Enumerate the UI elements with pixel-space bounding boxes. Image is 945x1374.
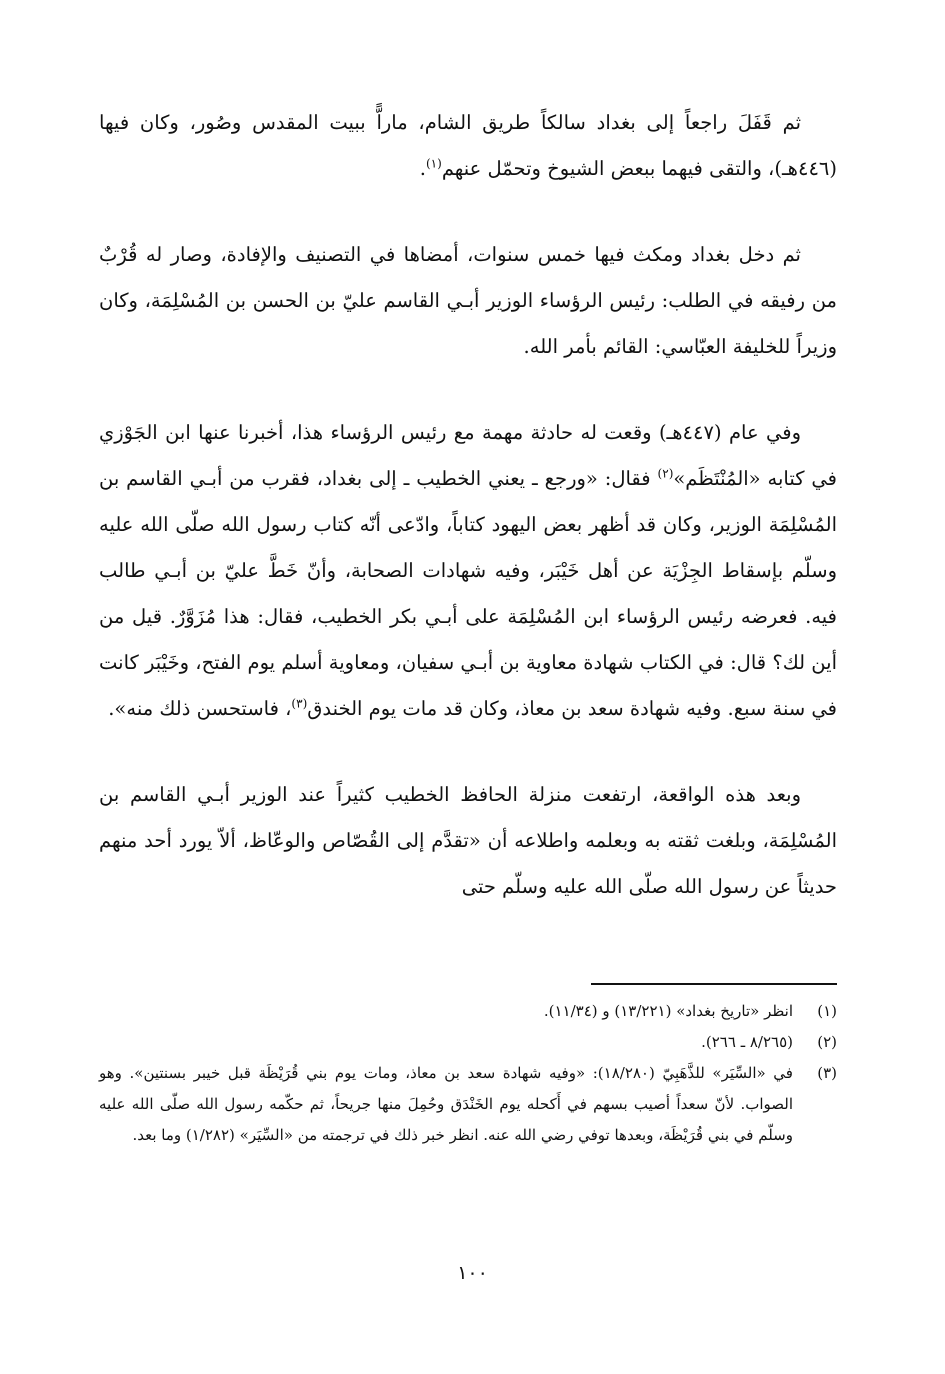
footnote-separator (591, 983, 837, 985)
footnotes (99, 996, 837, 1151)
footnote-2-number: (٢) (817, 1033, 837, 1051)
paragraph-4 (99, 772, 837, 910)
footnote-1 (99, 996, 837, 1027)
footnote-1-number: (١) (817, 1002, 837, 1020)
paragraph-4-text: وبعد هذه الواقعة، ارتفعت منزلة الحافظ الخطيب كثيراً عند الوزير أبـي القاسم بن المُسْلِمَة، وبلغت ثقته به وبعلمه واطلاعه أن «تقدَّم إلى القُصّاص والوعّاظ، ألاّ يورد أحد منهم حديثاً عن رسول الله صلّى الله عليه وسلّم حتى (99, 783, 837, 898)
footnote-2-text: (٨/٢٦٥ ـ ٢٦٦). (701, 1033, 793, 1051)
paragraph-2 (99, 232, 837, 370)
paragraph-3 (99, 410, 837, 732)
paragraph-3-text-c: ، فاستحسن ذلك منه». (108, 697, 292, 720)
footnote-3-number: (٣) (817, 1064, 837, 1082)
main-text (99, 100, 837, 950)
paragraph-1: ثم قَفَلَ راجعاً إلى بغداد سالكاً طريق الشام، ماراًّ ببيت المقدس وصُور، وكان فيها (٤٤٦هـ)، والتقى فيهما ببعض الشيوخ وتحمّل عنهم$^{(١)}$. (99, 111, 837, 180)
footnote-ref-3: (٣) (291, 696, 308, 711)
footnote-ref-2: (٢) (657, 466, 674, 481)
footnote-3-text: في «السِّيَر» للذَّهَبِيّ (١٨/٢٨٠): «وفيه شهادة سعد بن معاذ، ومات يوم بني قُرَيْظَة قبل خيبر بسنتين». وهو الصواب. لأنّ سعداً أصيب بسهم في أَكحله يوم الخَنْدَق وحُمِلَ منها جريحاً، ثم حكّمه رسول الله صلّى الله عليه وسلّم في بني قُرَيْظَة، وبعدها توفي رضي الله عنه. انظر خبر ذلك في ترجمته من «السِّيَر» (١/٢٨٢) وما بعد. (99, 1064, 793, 1144)
paragraph-3-text-a: وفي عام (٤٤٧هـ) وقعت له حادثة مهمة مع رئيس الرؤساء هذا، أخبرنا عنها ابن الجَوْزي في كتابه «المُنْتَظَم» (99, 421, 838, 490)
paragraph-2-text: ثم دخل بغداد ومكث فيها خمس سنوات، أمضاها في التصنيف والإفادة، وصار له قُرْبٌ من رفيقه في الطلب: رئيس الرؤساء الوزير أبـي القاسم عليّ بن الحسن بن المُسْلِمَة، وكان وزيراً للخليفة العبّاسي: القائم بأمر الله. (99, 243, 837, 358)
page-number: ١٠٠ (457, 1262, 488, 1284)
footnote-ref-1: (١) (425, 156, 442, 171)
footnote-1-text: انظر «تاريخ بغداد» (١٣/٢٢١) و (١١/٣٤). (543, 1002, 793, 1020)
paragraph-1-text: ثم قَفَلَ راجعاً إلى بغداد سالكاً طريق الشام، ماراًّ ببيت المقدس وصُور، وكان فيها (٤٤٦هـ)، والتقى فيهما ببعض الشيوخ وتحمّل عنهم (99, 111, 837, 180)
paragraph-3-text-b: فقال: «ورجع ـ يعني الخطيب ـ إلى بغداد، فقرب من أبـي القاسم بن المُسْلِمَة الوزير، وكان قد أظهر بعض اليهود كتاباً، وادّعى أنّه كتاب رسول الله صلّى الله عليه وسلّم بإسقاط الجِزْيَة عن أهل خَيْبَر، وفيه شهادات الصحابة، وأنّ خَطَّ عليّ بن أبـي طالب فيه. فعرضه رئيس الرؤساء ابن المُسْلِمَة على أبـي بكر الخطيب، فقال: هذا مُزَوَّرٌ. قيل من أين لك؟ قال: في الكتاب شهادة معاوية بن أبـي سفيان، ومعاوية أسلم يوم الفتح، وخَيْبَر كانت في سنة سبع. وفيه شهادة سعد بن معاذ، وكان قد مات يوم الخندق (99, 467, 837, 720)
footnote-3 (99, 1058, 837, 1151)
footnote-2 (99, 1027, 837, 1058)
